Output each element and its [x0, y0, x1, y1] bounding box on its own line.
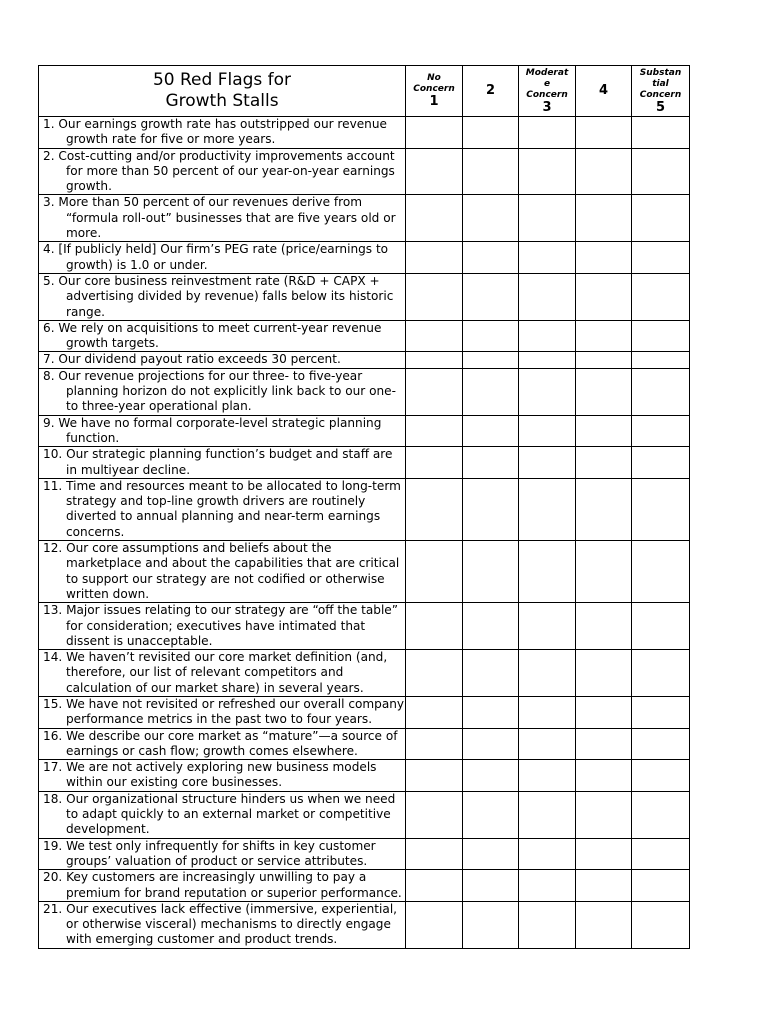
statement-cell	[39, 541, 406, 603]
rating-cell-4[interactable]	[576, 870, 632, 902]
scale-caption: Moderat e Concern	[525, 67, 569, 100]
rating-cell-4[interactable]	[576, 242, 632, 274]
statement-text: 14. We haven’t revisited our core market definition (and, therefore, our list of relevant competitors and calculation of our market share) in several years.	[43, 650, 388, 695]
rating-cell-3[interactable]	[519, 901, 576, 948]
rating-cell-4[interactable]	[576, 195, 632, 242]
rating-cell-5[interactable]	[632, 447, 690, 479]
statement-text: 21. Our executives lack effective (immersive, experiential, or otherwise visceral) mechanisms to directly engage with emerging customer and product trends.	[43, 901, 398, 947]
rating-cell-1[interactable]	[406, 273, 463, 320]
rating-cell-4[interactable]	[576, 447, 632, 479]
table-row	[39, 352, 690, 368]
table-row	[39, 368, 690, 415]
rating-cell-2[interactable]	[463, 242, 519, 274]
rating-cell-4[interactable]	[576, 320, 632, 352]
statement-cell	[39, 696, 406, 728]
rating-cell-5[interactable]	[632, 760, 690, 792]
rating-cell-5[interactable]	[632, 901, 690, 948]
rating-cell-5[interactable]	[632, 273, 690, 320]
statement-cell	[39, 415, 406, 447]
statement-cell	[39, 870, 406, 902]
rating-cell-4[interactable]	[576, 117, 632, 149]
rating-cell-3[interactable]	[519, 650, 576, 697]
rating-cell-4[interactable]	[576, 838, 632, 870]
rating-cell-1[interactable]	[406, 478, 463, 540]
scale-header-4	[576, 66, 632, 117]
rating-cell-1[interactable]	[406, 447, 463, 479]
rating-cell-3[interactable]	[519, 117, 576, 149]
statement-text: 10. Our strategic planning function’s budget and staff are in multiyear decline.	[43, 447, 393, 477]
rating-cell-3[interactable]	[519, 195, 576, 242]
rating-cell-2[interactable]	[463, 447, 519, 479]
rating-cell-2[interactable]	[463, 650, 519, 697]
rating-cell-1[interactable]	[406, 352, 463, 368]
rating-cell-1[interactable]	[406, 760, 463, 792]
scale-number: 3	[542, 99, 552, 115]
statement-text: 19. We test only infrequently for shifts in key customer groups’ valuation of product or service attributes.	[43, 838, 376, 868]
rating-cell-2[interactable]	[463, 368, 519, 415]
rating-cell-4[interactable]	[576, 478, 632, 540]
rating-cell-1[interactable]	[406, 242, 463, 274]
rating-cell-5[interactable]	[632, 603, 690, 650]
title-cell	[39, 66, 406, 117]
statement-cell	[39, 273, 406, 320]
rating-cell-4[interactable]	[576, 650, 632, 697]
statement-text: 5. Our core business reinvestment rate (R&D + CAPX + advertising divided by revenue) falls below its historic range.	[43, 273, 394, 319]
rating-cell-1[interactable]	[406, 791, 463, 838]
header-row	[39, 66, 690, 117]
statement-cell	[39, 901, 406, 948]
rating-cell-1[interactable]	[406, 148, 463, 195]
statement-text: 3. More than 50 percent of our revenues derive from “formula roll-out” businesses that are five years old or more.	[43, 195, 396, 241]
rating-cell-1[interactable]	[406, 541, 463, 603]
statement-text: 2. Cost-cutting and/or productivity improvements account for more than 50 percent of our year-on-year earnings growth.	[43, 148, 395, 194]
statement-text: 15. We have not revisited or refreshed our overall company performance metrics in the past two to four years.	[43, 696, 405, 727]
rating-cell-3[interactable]	[519, 603, 576, 650]
statement-rows	[39, 117, 690, 949]
rating-cell-3[interactable]	[519, 541, 576, 603]
statement-text: 12. Our core assumptions and beliefs about the marketplace and about the capabilities that are critical to support our strategy are not codified or otherwise written down.	[43, 541, 400, 601]
rating-cell-4[interactable]	[576, 352, 632, 368]
rating-cell-1[interactable]	[406, 870, 463, 902]
statement-cell	[39, 447, 406, 479]
rating-cell-5[interactable]	[632, 242, 690, 274]
rating-cell-5[interactable]	[632, 838, 690, 870]
rating-cell-5[interactable]	[632, 728, 690, 760]
rating-cell-2[interactable]	[463, 320, 519, 352]
page-title: 50 Red Flags for Growth Stalls	[152, 70, 292, 111]
rating-cell-2[interactable]	[463, 696, 519, 728]
rating-cell-4[interactable]	[576, 415, 632, 447]
statement-text: 7. Our dividend payout ratio exceeds 30 percent.	[43, 352, 341, 367]
statement-cell	[39, 117, 406, 149]
statement-text: 6. We rely on acquisitions to meet current-year revenue growth targets.	[43, 320, 382, 351]
rating-cell-3[interactable]	[519, 273, 576, 320]
rating-cell-2[interactable]	[463, 478, 519, 540]
rating-cell-1[interactable]	[406, 728, 463, 760]
rating-cell-4[interactable]	[576, 791, 632, 838]
rating-cell-5[interactable]	[632, 352, 690, 368]
scale-number: 4	[598, 83, 609, 98]
table-row	[39, 478, 690, 540]
rating-cell-2[interactable]	[463, 603, 519, 650]
table-row	[39, 760, 690, 792]
statement-cell	[39, 242, 406, 274]
rating-cell-4[interactable]	[576, 541, 632, 603]
rating-cell-4[interactable]	[576, 728, 632, 760]
rating-cell-4[interactable]	[576, 760, 632, 792]
rating-cell-2[interactable]	[463, 352, 519, 368]
rating-cell-5[interactable]	[632, 195, 690, 242]
statement-cell	[39, 148, 406, 195]
rating-cell-1[interactable]	[406, 320, 463, 352]
rating-cell-4[interactable]	[576, 603, 632, 650]
statement-text: 4. [If publicly held] Our firm’s PEG rate (price/earnings to growth) is 1.0 or under.	[43, 242, 389, 272]
rating-cell-3[interactable]	[519, 478, 576, 540]
table-row	[39, 696, 690, 728]
table-row	[39, 728, 690, 760]
statement-text: 8. Our revenue projections for our three- to five-year planning horizon do not explicitly link back to our one- to three-year operational plan.	[43, 368, 396, 414]
table-row	[39, 242, 690, 274]
table-row	[39, 603, 690, 650]
table-row	[39, 320, 690, 352]
rating-cell-2[interactable]	[463, 273, 519, 320]
rating-cell-5[interactable]	[632, 541, 690, 603]
statement-text: 16. We describe our core market as “mature”—a source of earnings or cash flow; growth comes elsewhere.	[43, 728, 398, 758]
rating-cell-2[interactable]	[463, 728, 519, 760]
rating-cell-3[interactable]	[519, 415, 576, 447]
rating-cell-5[interactable]	[632, 870, 690, 902]
rating-cell-1[interactable]	[406, 415, 463, 447]
rating-cell-3[interactable]	[519, 838, 576, 870]
rating-cell-5[interactable]	[632, 791, 690, 838]
table-row	[39, 901, 690, 948]
rating-cell-5[interactable]	[632, 320, 690, 352]
scale-number: 2	[485, 83, 496, 98]
statement-cell	[39, 320, 406, 352]
rating-cell-2[interactable]	[463, 791, 519, 838]
statement-cell	[39, 368, 406, 415]
rating-cell-2[interactable]	[463, 117, 519, 149]
rating-cell-5[interactable]	[632, 368, 690, 415]
statement-text: 1. Our earnings growth rate has outstripped our revenue growth rate for five or more years.	[43, 117, 387, 147]
scale-header-3	[519, 66, 576, 117]
rating-cell-1[interactable]	[406, 117, 463, 149]
table-row	[39, 148, 690, 195]
rating-cell-3[interactable]	[519, 242, 576, 274]
rating-cell-2[interactable]	[463, 760, 519, 792]
rating-cell-4[interactable]	[576, 148, 632, 195]
scale-number: 1	[429, 94, 439, 109]
table-row	[39, 541, 690, 603]
statement-cell	[39, 195, 406, 242]
rating-cell-3[interactable]	[519, 791, 576, 838]
rating-cell-2[interactable]	[463, 148, 519, 195]
statement-cell	[39, 352, 406, 368]
rating-cell-1[interactable]	[406, 368, 463, 415]
rating-cell-5[interactable]	[632, 117, 690, 149]
rating-cell-4[interactable]	[576, 696, 632, 728]
table-row	[39, 447, 690, 479]
rating-cell-3[interactable]	[519, 352, 576, 368]
table-row	[39, 117, 690, 149]
table-row	[39, 273, 690, 320]
statement-cell	[39, 791, 406, 838]
scale-caption: Substan tial Concern	[639, 67, 682, 100]
rating-cell-3[interactable]	[519, 368, 576, 415]
rating-cell-4[interactable]	[576, 901, 632, 948]
red-flags-table	[38, 65, 690, 949]
statement-cell	[39, 760, 406, 792]
rating-cell-1[interactable]	[406, 901, 463, 948]
table-row	[39, 838, 690, 870]
rating-cell-1[interactable]	[406, 838, 463, 870]
statement-text: 20. Key customers are increasingly unwilling to pay a premium for brand reputation or superior performance.	[43, 870, 402, 900]
statement-text: 11. Time and resources meant to be allocated to long-term strategy and top-line growth drivers are routinely diverted to annual planning and near-term earnings concerns.	[43, 478, 401, 539]
statement-cell	[39, 838, 406, 870]
rating-cell-2[interactable]	[463, 195, 519, 242]
rating-cell-4[interactable]	[576, 273, 632, 320]
rating-cell-1[interactable]	[406, 195, 463, 242]
statement-text: 17. We are not actively exploring new business models within our existing core businesses.	[43, 760, 377, 790]
rating-cell-5[interactable]	[632, 696, 690, 728]
scale-header-1	[406, 66, 463, 117]
scale-header-5	[632, 66, 690, 117]
rating-cell-3[interactable]	[519, 760, 576, 792]
rating-cell-1[interactable]	[406, 603, 463, 650]
statement-text: 18. Our organizational structure hinders us when we need to adapt quickly to an external market or competitive development.	[43, 791, 396, 837]
scale-number: 5	[655, 99, 666, 115]
table-row	[39, 650, 690, 697]
rating-cell-2[interactable]	[463, 901, 519, 948]
rating-cell-3[interactable]	[519, 148, 576, 195]
table-row	[39, 195, 690, 242]
statement-cell	[39, 478, 406, 540]
rating-cell-5[interactable]	[632, 415, 690, 447]
rating-cell-5[interactable]	[632, 650, 690, 697]
rating-cell-2[interactable]	[463, 870, 519, 902]
rating-cell-2[interactable]	[463, 415, 519, 447]
rating-cell-3[interactable]	[519, 696, 576, 728]
table-row	[39, 415, 690, 447]
table-row	[39, 870, 690, 902]
rating-cell-3[interactable]	[519, 728, 576, 760]
scale-header-2	[463, 66, 519, 117]
rating-cell-3[interactable]	[519, 447, 576, 479]
rating-cell-2[interactable]	[463, 838, 519, 870]
statement-text: 13. Major issues relating to our strategy are “off the table” for consideration; executives have intimated that dissent is unacceptable.	[43, 603, 399, 648]
rating-cell-3[interactable]	[519, 870, 576, 902]
rating-cell-5[interactable]	[632, 478, 690, 540]
rating-cell-4[interactable]	[576, 368, 632, 415]
statement-cell	[39, 603, 406, 650]
rating-cell-1[interactable]	[406, 650, 463, 697]
statement-text: 9. We have no formal corporate-level strategic planning function.	[43, 415, 382, 445]
rating-cell-2[interactable]	[463, 541, 519, 603]
statement-cell	[39, 728, 406, 760]
scale-caption: No Concern	[413, 73, 455, 94]
table-row	[39, 791, 690, 838]
rating-cell-5[interactable]	[632, 148, 690, 195]
rating-cell-1[interactable]	[406, 696, 463, 728]
rating-cell-3[interactable]	[519, 320, 576, 352]
statement-cell	[39, 650, 406, 697]
